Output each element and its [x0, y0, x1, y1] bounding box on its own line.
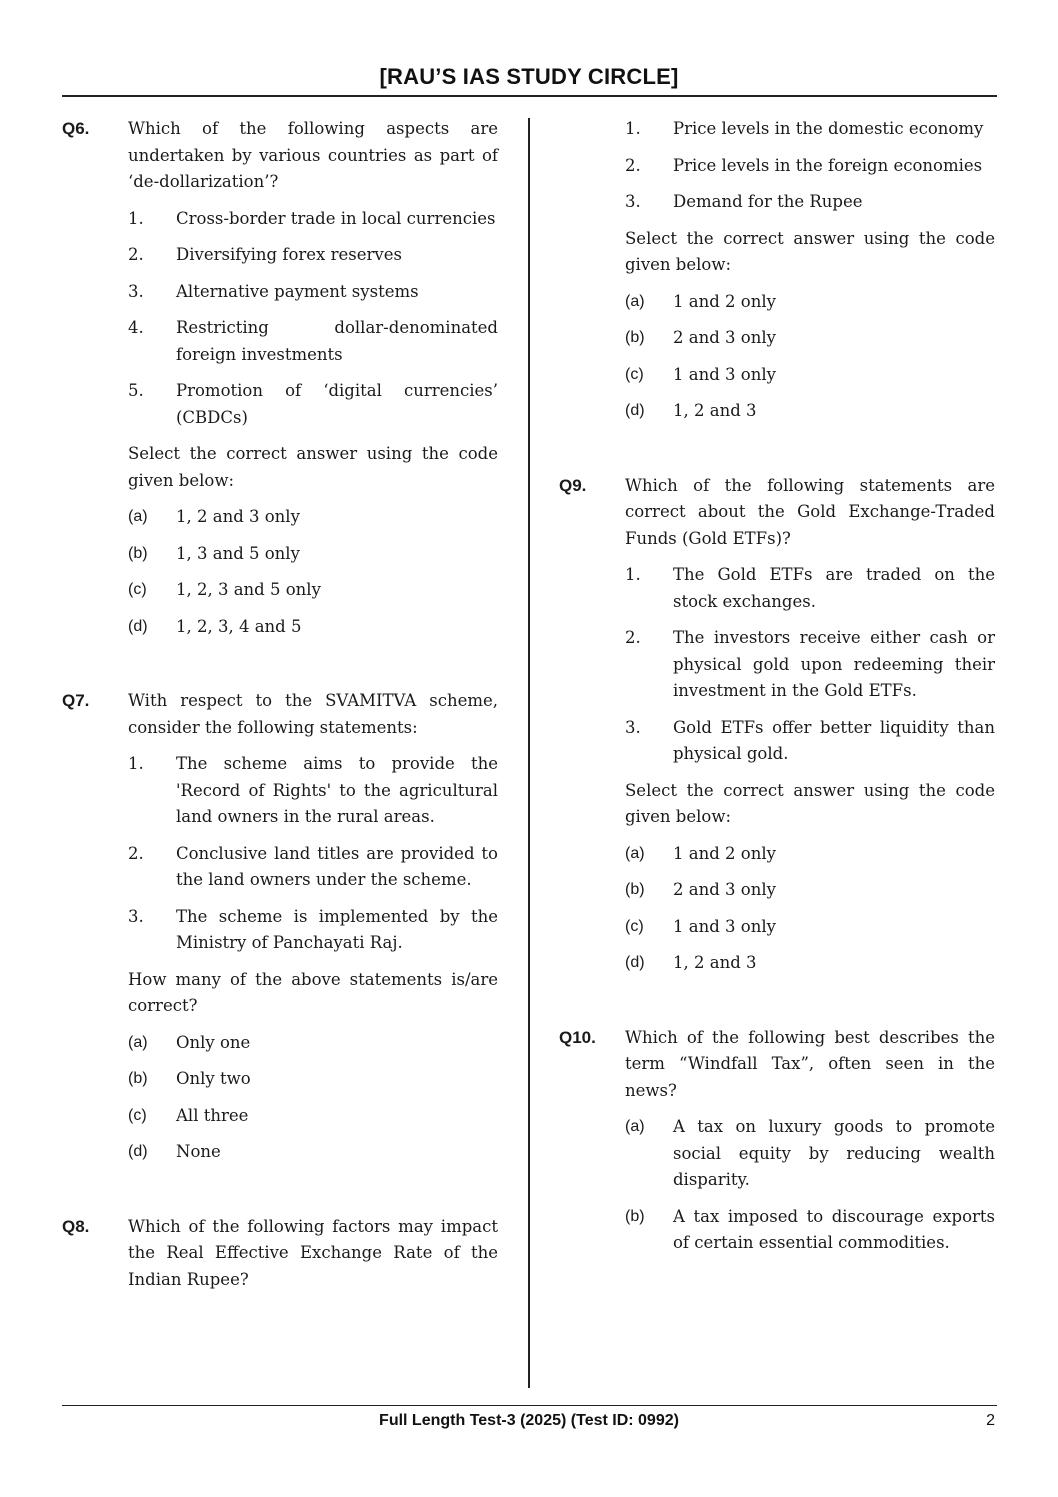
statement-number: 2.	[625, 628, 641, 647]
statement-text: Price levels in the foreign economies	[673, 155, 983, 175]
statement-number: 3.	[625, 192, 641, 211]
footer-divider	[62, 1405, 997, 1406]
statement-number: 2.	[625, 155, 641, 175]
question-instruction: How many of the above statements is/are correct?	[128, 969, 498, 1015]
statement-item	[128, 206, 498, 233]
option-key: (a)	[128, 1033, 148, 1051]
statement-text: The scheme is implemented by the Ministry of Panchayati Raj.	[176, 906, 498, 952]
question-stem: Which of the following factors may impact the Real Effective Exchange Rate of the Indian Rupee?	[128, 1216, 498, 1289]
answer-option	[625, 1204, 995, 1257]
option-key: (b)	[128, 1070, 148, 1087]
statement-text: Demand for the Rupee	[673, 192, 863, 211]
option-key: (a)	[625, 844, 645, 862]
statement-number: 3.	[625, 717, 641, 737]
option-text: All three	[176, 1105, 249, 1125]
option-key: (c)	[128, 1106, 147, 1124]
statement-text: Diversifying forex reserves	[176, 245, 402, 264]
statement-text: Alternative payment systems	[176, 281, 419, 301]
question-stem: Which of the following statements are correct about the Gold Exchange-Traded Funds (Gold ETFs)?	[625, 475, 995, 548]
statement-number: 1.	[625, 565, 641, 584]
option-key: (d)	[128, 617, 148, 635]
question-label: Q9.	[559, 475, 587, 495]
question-10	[559, 1025, 995, 1257]
option-key: (d)	[625, 954, 645, 971]
option-text: 1 and 3 only	[673, 916, 776, 936]
question-stem: Which of the following aspects are undertaken by various countries as part of ‘de-dollarization’?	[128, 119, 498, 191]
statement-item	[128, 841, 498, 894]
statement-item	[128, 751, 498, 831]
statement-item	[128, 279, 498, 306]
option-key: (b)	[625, 881, 645, 898]
answer-option	[625, 841, 995, 868]
page-number: 2	[986, 1412, 995, 1429]
question-instruction: Select the correct answer using the code given below:	[625, 780, 995, 826]
statement-number: 1.	[625, 119, 641, 138]
question-8	[62, 1214, 498, 1294]
option-text: 1 and 3 only	[673, 364, 776, 384]
answer-option	[625, 289, 995, 316]
statement-text: The scheme aims to provide the 'Record of Rights' to the agricultural land owners in the rural areas.	[176, 754, 498, 826]
question-instruction: Select the correct answer using the code given below:	[128, 444, 498, 490]
option-text: 2 and 3 only	[673, 328, 776, 347]
option-key: (c)	[625, 365, 644, 383]
option-key: (d)	[625, 402, 645, 419]
statement-text: Promotion of ‘digital currencies’ (CBDCs)	[176, 381, 498, 427]
question-8-continued	[559, 116, 995, 425]
option-key: (c)	[625, 917, 644, 935]
question-stem: With respect to the SVAMITVA scheme, consider the following statements:	[128, 691, 498, 737]
statement-text: Conclusive land titles are provided to the land owners under the scheme.	[176, 843, 498, 889]
question-7	[62, 688, 498, 1166]
option-key: (a)	[625, 1118, 645, 1135]
statement-text: The investors receive either cash or physical gold upon redeeming their investment in the Gold ETFs.	[673, 628, 995, 700]
statement-item	[625, 715, 995, 768]
statement-text: The Gold ETFs are traded on the stock exchanges.	[673, 565, 995, 611]
question-label: Q7.	[62, 691, 90, 710]
statement-number: 2.	[128, 843, 144, 863]
option-key: (a)	[625, 292, 645, 310]
option-key: (b)	[128, 544, 148, 562]
statement-item	[625, 153, 995, 180]
option-text: 1, 2 and 3	[673, 401, 757, 420]
option-key: (d)	[128, 1143, 148, 1160]
statement-text: Gold ETFs offer better liquidity than physical gold.	[673, 717, 995, 763]
statement-item	[128, 378, 498, 431]
answer-option	[625, 877, 995, 904]
answer-option	[128, 541, 498, 568]
option-text: A tax on luxury goods to promote social equity by reducing wealth disparity.	[673, 1117, 995, 1189]
statement-number: 3.	[128, 281, 144, 301]
answer-option	[625, 1114, 995, 1194]
statement-text: Cross-border trade in local currencies	[176, 208, 496, 228]
statement-item	[625, 562, 995, 615]
header-divider	[62, 95, 997, 97]
option-text: Only two	[176, 1069, 251, 1088]
statement-item	[625, 625, 995, 705]
option-key: (a)	[128, 508, 148, 525]
left-column	[62, 116, 498, 1293]
answer-option	[128, 504, 498, 531]
option-text: 2 and 3 only	[673, 880, 776, 899]
question-9	[559, 473, 995, 977]
statement-number: 5.	[128, 381, 144, 400]
answer-option	[128, 614, 498, 641]
answer-option	[128, 1139, 498, 1166]
column-divider	[528, 118, 530, 1388]
option-key: (c)	[128, 581, 147, 598]
option-text: A tax imposed to discourage exports of certain essential commodities.	[673, 1206, 995, 1252]
statement-item	[128, 315, 498, 368]
page-header-title: [RAU’S IAS STUDY CIRCLE]	[379, 64, 679, 89]
statement-item	[625, 189, 995, 216]
answer-option	[625, 914, 995, 941]
answer-option	[128, 1066, 498, 1093]
footer-test-title: Full Length Test-3 (2025) (Test ID: 0992)	[379, 1412, 679, 1429]
statement-text: Restricting dollar-denominated foreign investments	[176, 318, 498, 364]
statement-text: Price levels in the domestic economy	[673, 119, 984, 138]
option-text: 1, 2, 3, 4 and 5	[176, 616, 302, 636]
option-text: 1, 2 and 3 only	[176, 507, 300, 526]
statement-number: 3.	[128, 906, 144, 926]
question-label: Q8.	[62, 1216, 90, 1236]
statement-number: 2.	[128, 245, 144, 264]
option-text: None	[176, 1142, 221, 1161]
option-text: Only one	[176, 1032, 251, 1052]
answer-option	[625, 362, 995, 389]
option-key: (b)	[625, 329, 645, 346]
answer-option	[625, 398, 995, 425]
option-text: 1, 2 and 3	[673, 953, 757, 972]
question-label: Q6.	[62, 119, 90, 138]
answer-option	[128, 1030, 498, 1057]
question-label: Q10.	[559, 1027, 596, 1047]
statement-item	[128, 904, 498, 957]
option-key: (b)	[625, 1207, 645, 1225]
right-column	[559, 116, 995, 1257]
statement-number: 1.	[128, 208, 144, 228]
statement-item	[128, 242, 498, 269]
option-text: 1, 2, 3 and 5 only	[176, 580, 321, 599]
option-text: 1 and 2 only	[673, 843, 776, 863]
option-text: 1, 3 and 5 only	[176, 543, 300, 563]
answer-option	[128, 577, 498, 604]
answer-option	[128, 1103, 498, 1130]
question-6	[62, 116, 498, 640]
answer-option	[625, 950, 995, 977]
statement-item	[625, 116, 995, 143]
question-instruction: Select the correct answer using the code given below:	[625, 228, 995, 274]
answer-option	[625, 325, 995, 352]
question-stem: Which of the following best describes the term “Windfall Tax”, often seen in the news?	[625, 1027, 995, 1100]
statement-number: 1.	[128, 754, 144, 773]
option-text: 1 and 2 only	[673, 291, 776, 311]
statement-number: 4.	[128, 318, 144, 337]
